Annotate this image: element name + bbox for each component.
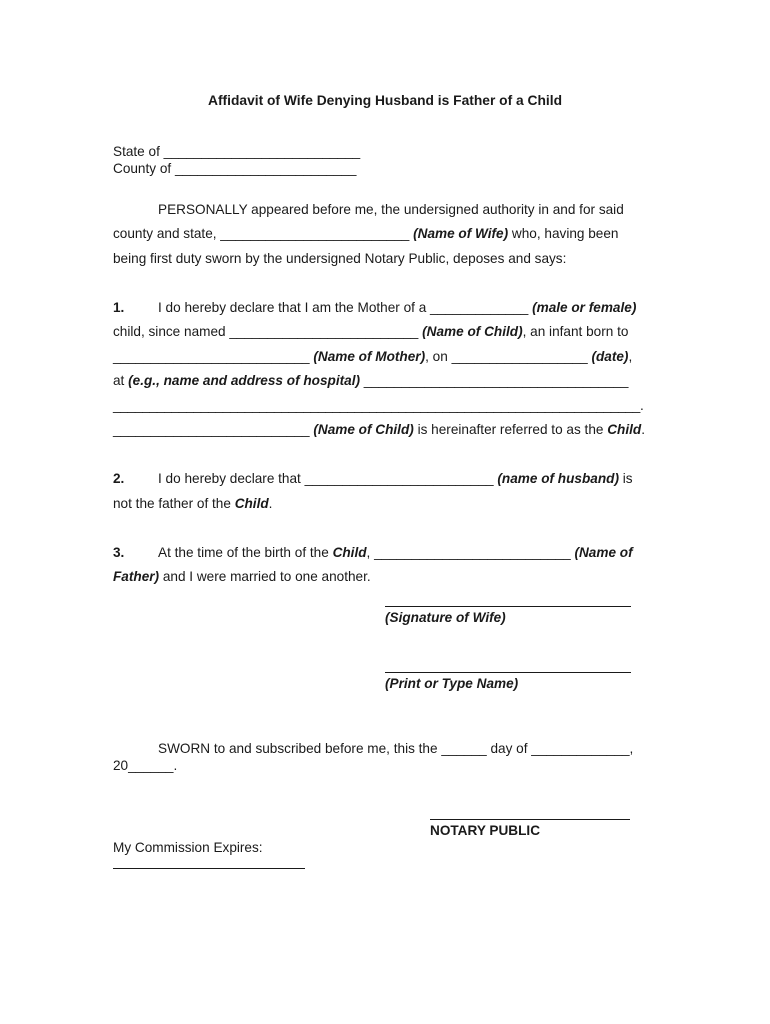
notary-public-label: NOTARY PUBLIC	[430, 823, 541, 838]
para1-line-5: ________________________________________________________________________.	[113, 398, 644, 413]
sworn-line-1: SWORN to and subscribed before me, this the ______ day of _____________,	[158, 741, 634, 756]
wife-signature-line	[385, 606, 631, 607]
para1-line-6: __________________________ (Name of Child) is hereinafter referred to as the Child.	[113, 422, 645, 437]
print-name-label: (Print or Type Name)	[385, 676, 519, 691]
para1-line-1: 1. I do hereby declare that I am the Mother of a _____________ (male or female)	[113, 300, 637, 315]
para1-line-2: child, since named _________________________ (Name of Child), an infant born to	[113, 324, 629, 339]
para2-number: 2.	[113, 471, 125, 486]
county-line: County of ________________________	[113, 161, 357, 176]
sworn-line-2: 20______.	[113, 758, 178, 773]
notary-signature-line	[430, 819, 630, 820]
state-line: State of __________________________	[113, 144, 361, 159]
para2-line-2: not the father of the Child.	[113, 496, 273, 511]
para1-line-4: at (e.g., name and address of hospital) ___________________________________	[113, 373, 629, 388]
wife-signature-label: (Signature of Wife)	[385, 610, 506, 625]
intro-line-2: county and state, _________________________ (Name of Wife) who, having been	[113, 226, 619, 241]
print-name-line	[385, 672, 631, 673]
commission-expires-line	[113, 868, 305, 869]
document-title: Affidavit of Wife Denying Husband is Father of a Child	[207, 93, 562, 108]
intro-line-3: being first duty sworn by the undersigned Notary Public, deposes and says:	[113, 251, 567, 266]
para1-line-3: __________________________ (Name of Mother), on __________________ (date),	[113, 349, 633, 364]
commission-expires-label: My Commission Expires:	[113, 840, 263, 855]
para3-line-1: 3. At the time of the birth of the Child, __________________________ (Name of	[113, 545, 633, 560]
intro-line-1: PERSONALLY appeared before me, the undersigned authority in and for said	[158, 202, 624, 217]
para3-number: 3.	[113, 545, 125, 560]
para2-line-1: 2. I do hereby declare that _________________________ (name of husband) is	[113, 471, 633, 486]
para3-line-2: Father) and I were married to one another.	[113, 569, 371, 584]
para1-number: 1.	[113, 300, 125, 315]
